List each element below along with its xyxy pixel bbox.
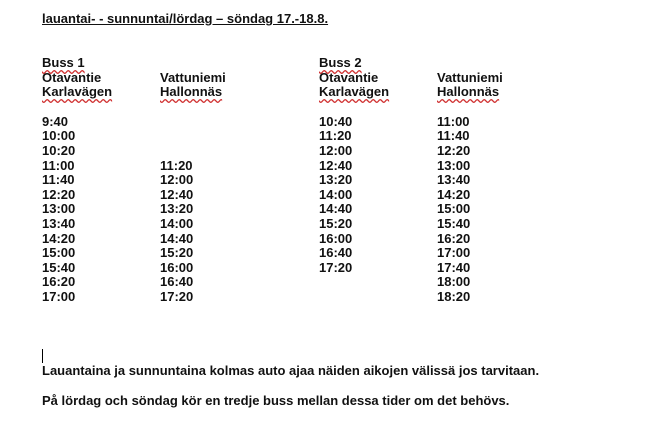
- time-cell: 10:00: [42, 128, 76, 144]
- time-cell: 14:40: [319, 201, 353, 217]
- time-cell: 10:40: [319, 113, 353, 129]
- time-cell: 13:40: [437, 172, 471, 188]
- time-cell: 15:00: [42, 245, 76, 261]
- bus1-stop-b-sv: Hallonnäs: [160, 84, 223, 100]
- time-cell: 17:20: [319, 259, 353, 275]
- time-cell: 15:40: [42, 259, 76, 275]
- bus1-vattuniemi-column: [160, 56, 226, 305]
- bus1-name: Buss 1: [42, 55, 85, 70]
- text-cursor[interactable]: [42, 349, 43, 363]
- bus2-stop-b-sv: Hallonnäs: [437, 84, 500, 100]
- time-cell: 13:20: [319, 172, 353, 188]
- time-cell: 17:20: [160, 288, 194, 304]
- bus2-stop-a-sv: Karlavägen: [319, 84, 390, 100]
- note-finnish: Lauantaina ja sunnuntaina kolmas auto ajaa näiden aikojen välissä jos tarvitaan.: [42, 363, 540, 378]
- time-cell: 12:20: [437, 142, 471, 158]
- time-cell: 16:00: [160, 259, 194, 275]
- bus1-stop-b-fi: Vattuniemi: [160, 69, 226, 85]
- time-cell: 11:20: [160, 157, 193, 173]
- time-cell: 14:00: [319, 186, 353, 202]
- bus2-vattuniemi-column: [437, 56, 503, 305]
- time-cell: 14:20: [42, 230, 76, 246]
- bus2-stop-b-fi: Vattuniemi: [437, 69, 503, 85]
- time-cell: 13:00: [437, 157, 471, 173]
- note-swedish: På lördag och söndag kör en tredje buss mellan dessa tider om det behövs.: [42, 393, 510, 408]
- time-cell: 16:40: [319, 245, 353, 261]
- time-cell: 11:20: [319, 128, 352, 144]
- time-cell: 16:20: [437, 230, 471, 246]
- time-cell: 15:20: [319, 215, 353, 231]
- time-cell: 9:40: [42, 113, 69, 129]
- time-cell: 13:00: [42, 201, 76, 217]
- time-cell: 14:00: [160, 215, 194, 231]
- time-cell: 14:20: [437, 186, 471, 202]
- time-cell: 11:00: [42, 157, 75, 173]
- time-cell: 11:00: [437, 113, 470, 129]
- time-cell: 15:20: [160, 245, 194, 261]
- bus2-otavantie-column: [319, 56, 389, 275]
- time-cell: 12:40: [319, 157, 353, 173]
- bus1-stop-a-fi: Otavantie: [42, 69, 102, 85]
- time-cell: 13:40: [42, 215, 76, 231]
- time-cell: 12:00: [319, 142, 353, 158]
- time-cell: 18:00: [437, 274, 471, 290]
- time-cell: 18:20: [437, 288, 471, 304]
- time-cell: 13:20: [160, 201, 194, 217]
- bus1-otavantie-column: [42, 56, 112, 305]
- time-cell: 14:40: [160, 230, 194, 246]
- bus1-stop-a-sv: Karlavägen: [42, 84, 113, 100]
- bus2-name: Buss 2: [319, 55, 362, 70]
- time-cell: 15:40: [437, 215, 471, 231]
- time-cell: 11:40: [437, 128, 470, 144]
- time-cell: 11:40: [42, 172, 75, 188]
- time-cell: 17:00: [437, 245, 471, 261]
- time-cell: 16:40: [160, 274, 194, 290]
- time-cell: 16:00: [319, 230, 353, 246]
- time-cell: 17:00: [42, 288, 76, 304]
- time-cell: 16:20: [42, 274, 76, 290]
- time-cell: 17:40: [437, 259, 471, 275]
- time-cell: 12:40: [160, 186, 194, 202]
- bus2-stop-a-fi: Otavantie: [319, 69, 379, 85]
- time-cell: 12:00: [160, 172, 194, 188]
- time-cell: 12:20: [42, 186, 76, 202]
- time-cell: 15:00: [437, 201, 471, 217]
- time-cell: 10:20: [42, 142, 76, 158]
- page-title: lauantai- - sunnuntai/lördag – söndag 17.-18.8.: [42, 11, 329, 26]
